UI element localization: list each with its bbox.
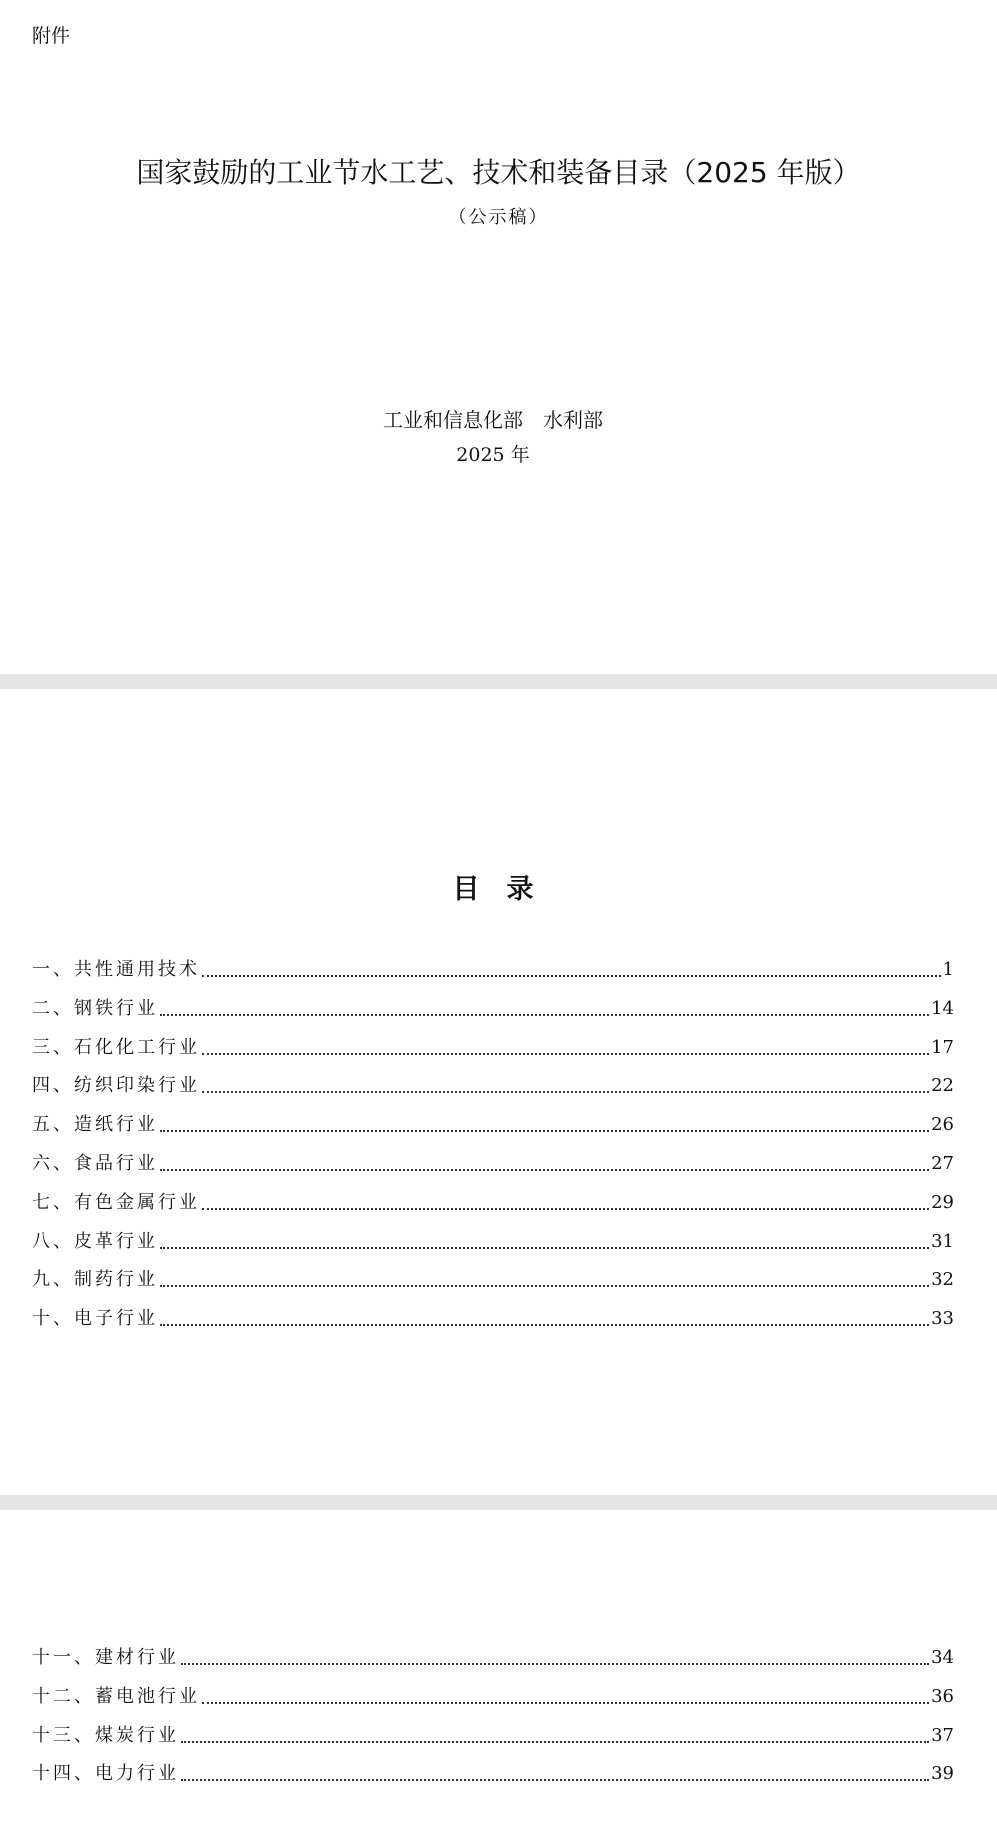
toc-dot-leader [181, 1662, 929, 1665]
toc-entry-label: 四、纺织印染行业 [32, 1075, 200, 1097]
toc-entry-page-number: 37 [931, 1724, 954, 1746]
toc-dot-leader [160, 1013, 929, 1016]
toc-page [0, 689, 997, 1495]
toc-dot-leader [181, 1778, 929, 1781]
toc-entry-page-number: 39 [931, 1763, 954, 1785]
toc-dot-leader [181, 1740, 929, 1743]
toc-dot-leader [202, 1701, 929, 1704]
toc-entry[interactable] [32, 1224, 954, 1254]
toc-entry[interactable] [32, 1185, 954, 1215]
toc-entry[interactable] [32, 1030, 954, 1060]
toc-dot-leader [202, 974, 941, 977]
document-title: 国家鼓励的工业节水工艺、技术和装备目录（2025 年版） [136, 156, 861, 189]
toc-entry-label: 一、共性通用技术 [32, 959, 200, 980]
toc-entry-label: 三、石化化工行业 [32, 1036, 200, 1058]
toc-entry-page-number: 29 [931, 1191, 954, 1213]
toc-entry-page-number: 36 [931, 1685, 954, 1707]
toc-entry[interactable] [32, 1068, 954, 1098]
toc-entry-page-number: 14 [931, 997, 954, 1019]
toc-entry[interactable] [32, 1107, 954, 1137]
toc-entry-label: 十三、煤炭行业 [32, 1724, 179, 1746]
toc-entry-label: 五、造纸行业 [32, 1114, 158, 1136]
toc-dot-leader [160, 1323, 929, 1326]
toc-entry[interactable] [32, 1301, 954, 1331]
toc-dot-leader [202, 1090, 929, 1093]
toc-heading: 目 录 [452, 874, 534, 905]
toc-entry-page-number: 22 [931, 1075, 954, 1097]
toc-entry-page-number: 32 [931, 1269, 954, 1291]
toc-entry-page-number: 33 [931, 1308, 954, 1330]
attachment-label: 附件 [32, 25, 71, 47]
toc-dot-leader [202, 1052, 929, 1055]
toc-entry-page-number: 1 [942, 959, 954, 980]
publication-year: 2025 年 [456, 444, 530, 466]
toc-entry-label: 十、电子行业 [32, 1308, 158, 1330]
toc-entry-page-number: 31 [931, 1230, 954, 1252]
toc-entry[interactable] [32, 1146, 954, 1176]
document-subtitle: （公示稿） [448, 207, 549, 228]
toc-entry-page-number: 34 [931, 1647, 954, 1668]
toc-entry[interactable] [32, 1262, 954, 1292]
toc-dot-leader [160, 1168, 929, 1171]
toc-entry-page-number: 26 [931, 1114, 954, 1136]
toc-dot-leader [160, 1246, 929, 1249]
toc-entry-label: 六、食品行业 [32, 1153, 158, 1174]
toc-entry-page-number: 17 [931, 1036, 954, 1058]
toc-continued-page [0, 1510, 997, 1831]
toc-entry-label: 十二、蓄电池行业 [32, 1685, 200, 1707]
toc-dot-leader [202, 1207, 929, 1210]
toc-entry[interactable] [32, 1718, 954, 1748]
toc-entry-label: 七、有色金属行业 [32, 1191, 200, 1213]
toc-entry[interactable] [32, 991, 954, 1021]
toc-entry-label: 十一、建材行业 [32, 1647, 179, 1668]
toc-entry-page-number: 27 [931, 1153, 954, 1174]
cover-page [0, 0, 997, 674]
toc-dot-leader [160, 1129, 929, 1132]
toc-dot-leader [160, 1284, 929, 1287]
toc-entry[interactable] [32, 1640, 954, 1670]
toc-entry-label: 二、钢铁行业 [32, 997, 158, 1019]
issuing-authorities: 工业和信息化部 水利部 [383, 408, 603, 432]
toc-entry[interactable] [32, 952, 954, 982]
toc-entry-label: 九、制药行业 [32, 1269, 158, 1291]
toc-entry[interactable] [32, 1756, 954, 1786]
toc-entry-label: 十四、电力行业 [32, 1763, 179, 1785]
toc-entry-label: 八、皮革行业 [32, 1230, 158, 1252]
toc-entry[interactable] [32, 1679, 954, 1709]
